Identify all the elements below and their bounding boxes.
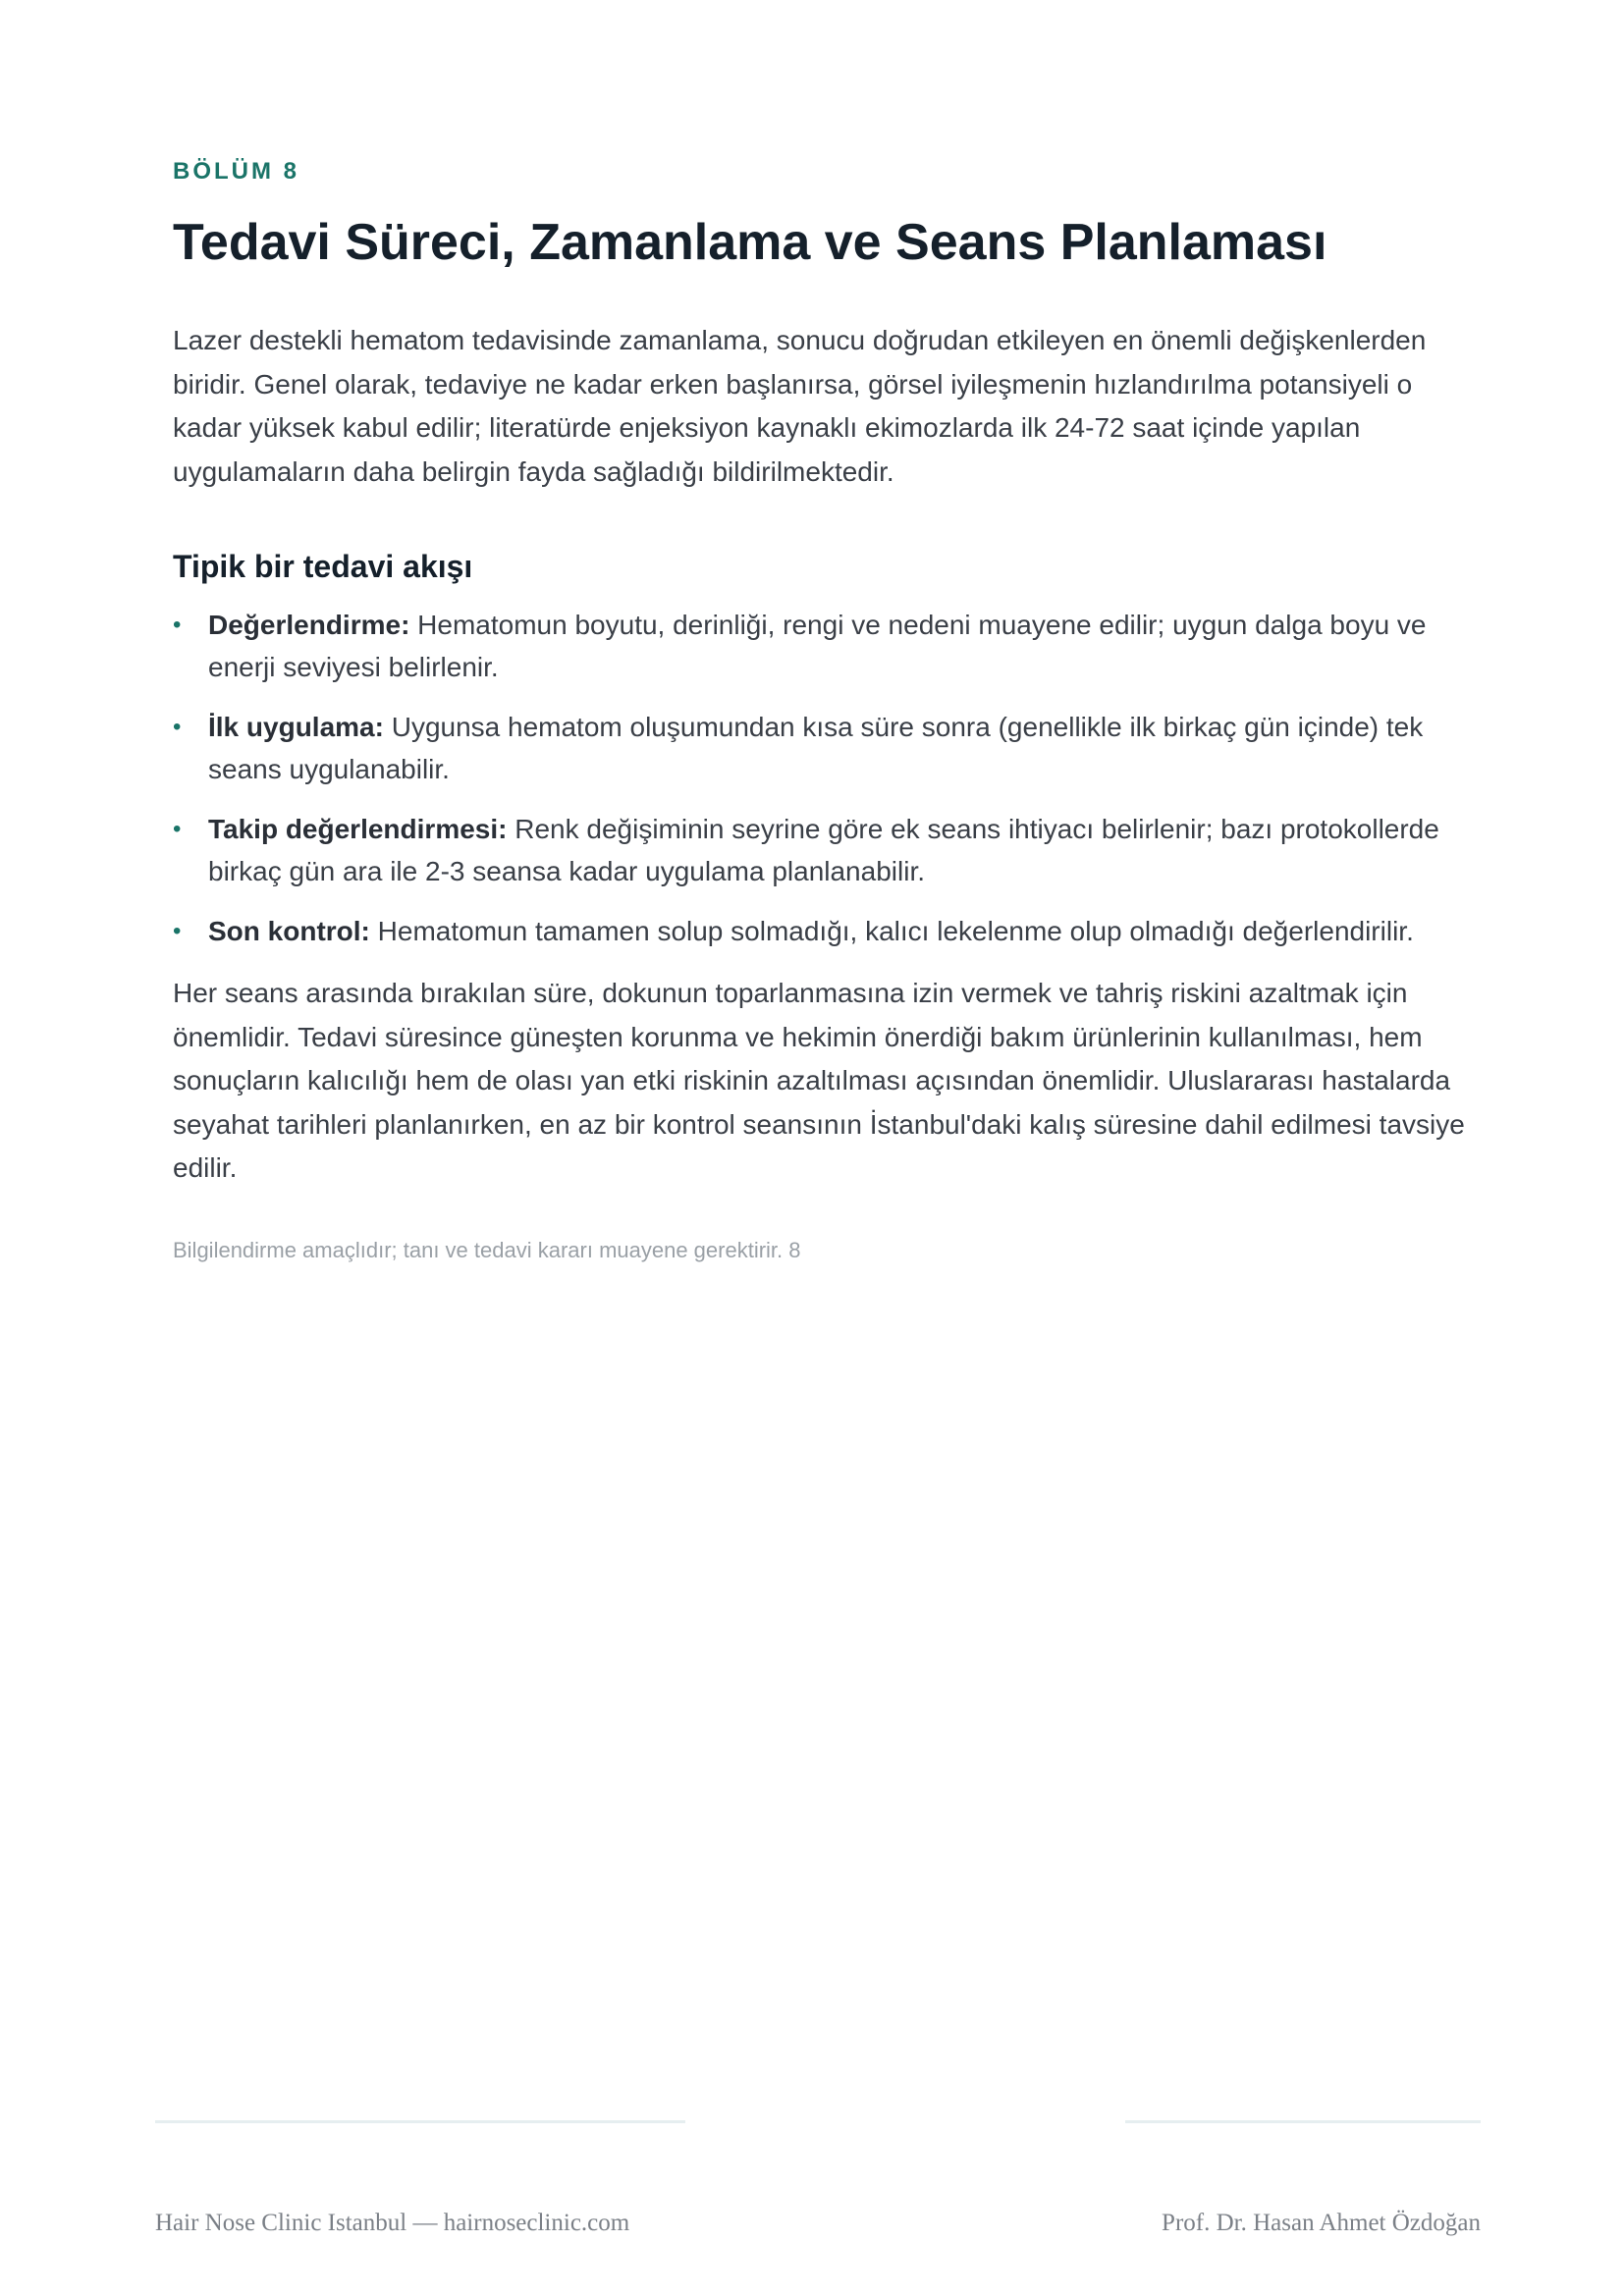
list-item [173, 706, 1469, 790]
footer-divider-right [1125, 2120, 1481, 2123]
intro-paragraph: Lazer destekli hematom tedavisinde zamanlama, sonucu doğrudan etkileyen en önemli değişkenlerden biridir. Genel olarak, tedaviye ne kadar erken başlanırsa, görsel iyileşmenin hızlandırılma potansiyeli o kadar yüksek kabul edilir; literatürde enjeksiyon kaynaklı ekimozlarda ilk 24-72 saat içinde yapılan uygulamaların daha belirgin fayda sağladığı bildirilmektedir. [173, 325, 1427, 487]
step-term: İlk uygulama: [208, 712, 384, 742]
list-item [173, 910, 1469, 952]
list-item [173, 604, 1469, 688]
treatment-flow-list [173, 604, 1469, 952]
page-content [173, 152, 1469, 1265]
list-item [173, 808, 1469, 892]
bullet-icon: • [173, 918, 182, 944]
chapter-title: Tedavi Süreci, Zamanlama ve Seans Planlaması [173, 214, 1327, 271]
chapter-label: BÖLÜM 8 [173, 158, 299, 185]
step-term: Son kontrol: [208, 916, 370, 946]
disclaimer-note: Bilgilendirme amaçlıdır; tanı ve tedavi kararı muayene gerektirir. 8 [173, 1237, 801, 1262]
step-text: Hematomun boyutu, derinliği, rengi ve nedeni muayene edilir; uygun dalga boyu ve enerji seviyesi belirlenir. [208, 610, 1427, 682]
step-text: Renk değişiminin seyrine göre ek seans ihtiyacı belirlenir; bazı protokollerde birkaç gün ara ile 2-3 seansa kadar uygulama planlanabilir. [208, 814, 1439, 886]
footer-clinic: Hair Nose Clinic Istanbul — hairnoseclinic.com [155, 2210, 630, 2236]
footer-divider-left [155, 2120, 685, 2123]
step-text: Hematomun tamamen solup solmadığı, kalıcı lekelenme olup olmadığı değerlendirilir. [369, 916, 1414, 946]
step-term: Değerlendirme: [208, 610, 410, 640]
bullet-icon: • [173, 714, 182, 740]
bullet-icon: • [173, 816, 182, 842]
step-term: Takip değerlendirmesi: [208, 814, 508, 844]
flow-heading: Tipik bir tedavi akışı [173, 549, 473, 584]
footer-author: Prof. Dr. Hasan Ahmet Özdoğan [1162, 2210, 1481, 2236]
step-text: Uygunsa hematom oluşumundan kısa süre sonra (genellikle ilk birkaç gün içinde) tek seans uygulanabilir. [208, 712, 1424, 784]
closing-paragraph: Her seans arasında bırakılan süre, dokunun toparlanmasına izin vermek ve tahriş riskini azaltmak için önemlidir. Tedavi süresince güneşten korunma ve hekimin önerdiği bakım ürünlerinin kullanılması, hem sonuçların kalıcılığı hem de olası yan etki riskinin azaltılması açısından önemlidir. Uluslararası hastalarda seyahat tarihleri planlanırken, en az bir kontrol seansının İstanbul'daki kalış süresine dahil edilmesi tavsiye edilir. [173, 978, 1465, 1183]
bullet-icon: • [173, 612, 182, 638]
